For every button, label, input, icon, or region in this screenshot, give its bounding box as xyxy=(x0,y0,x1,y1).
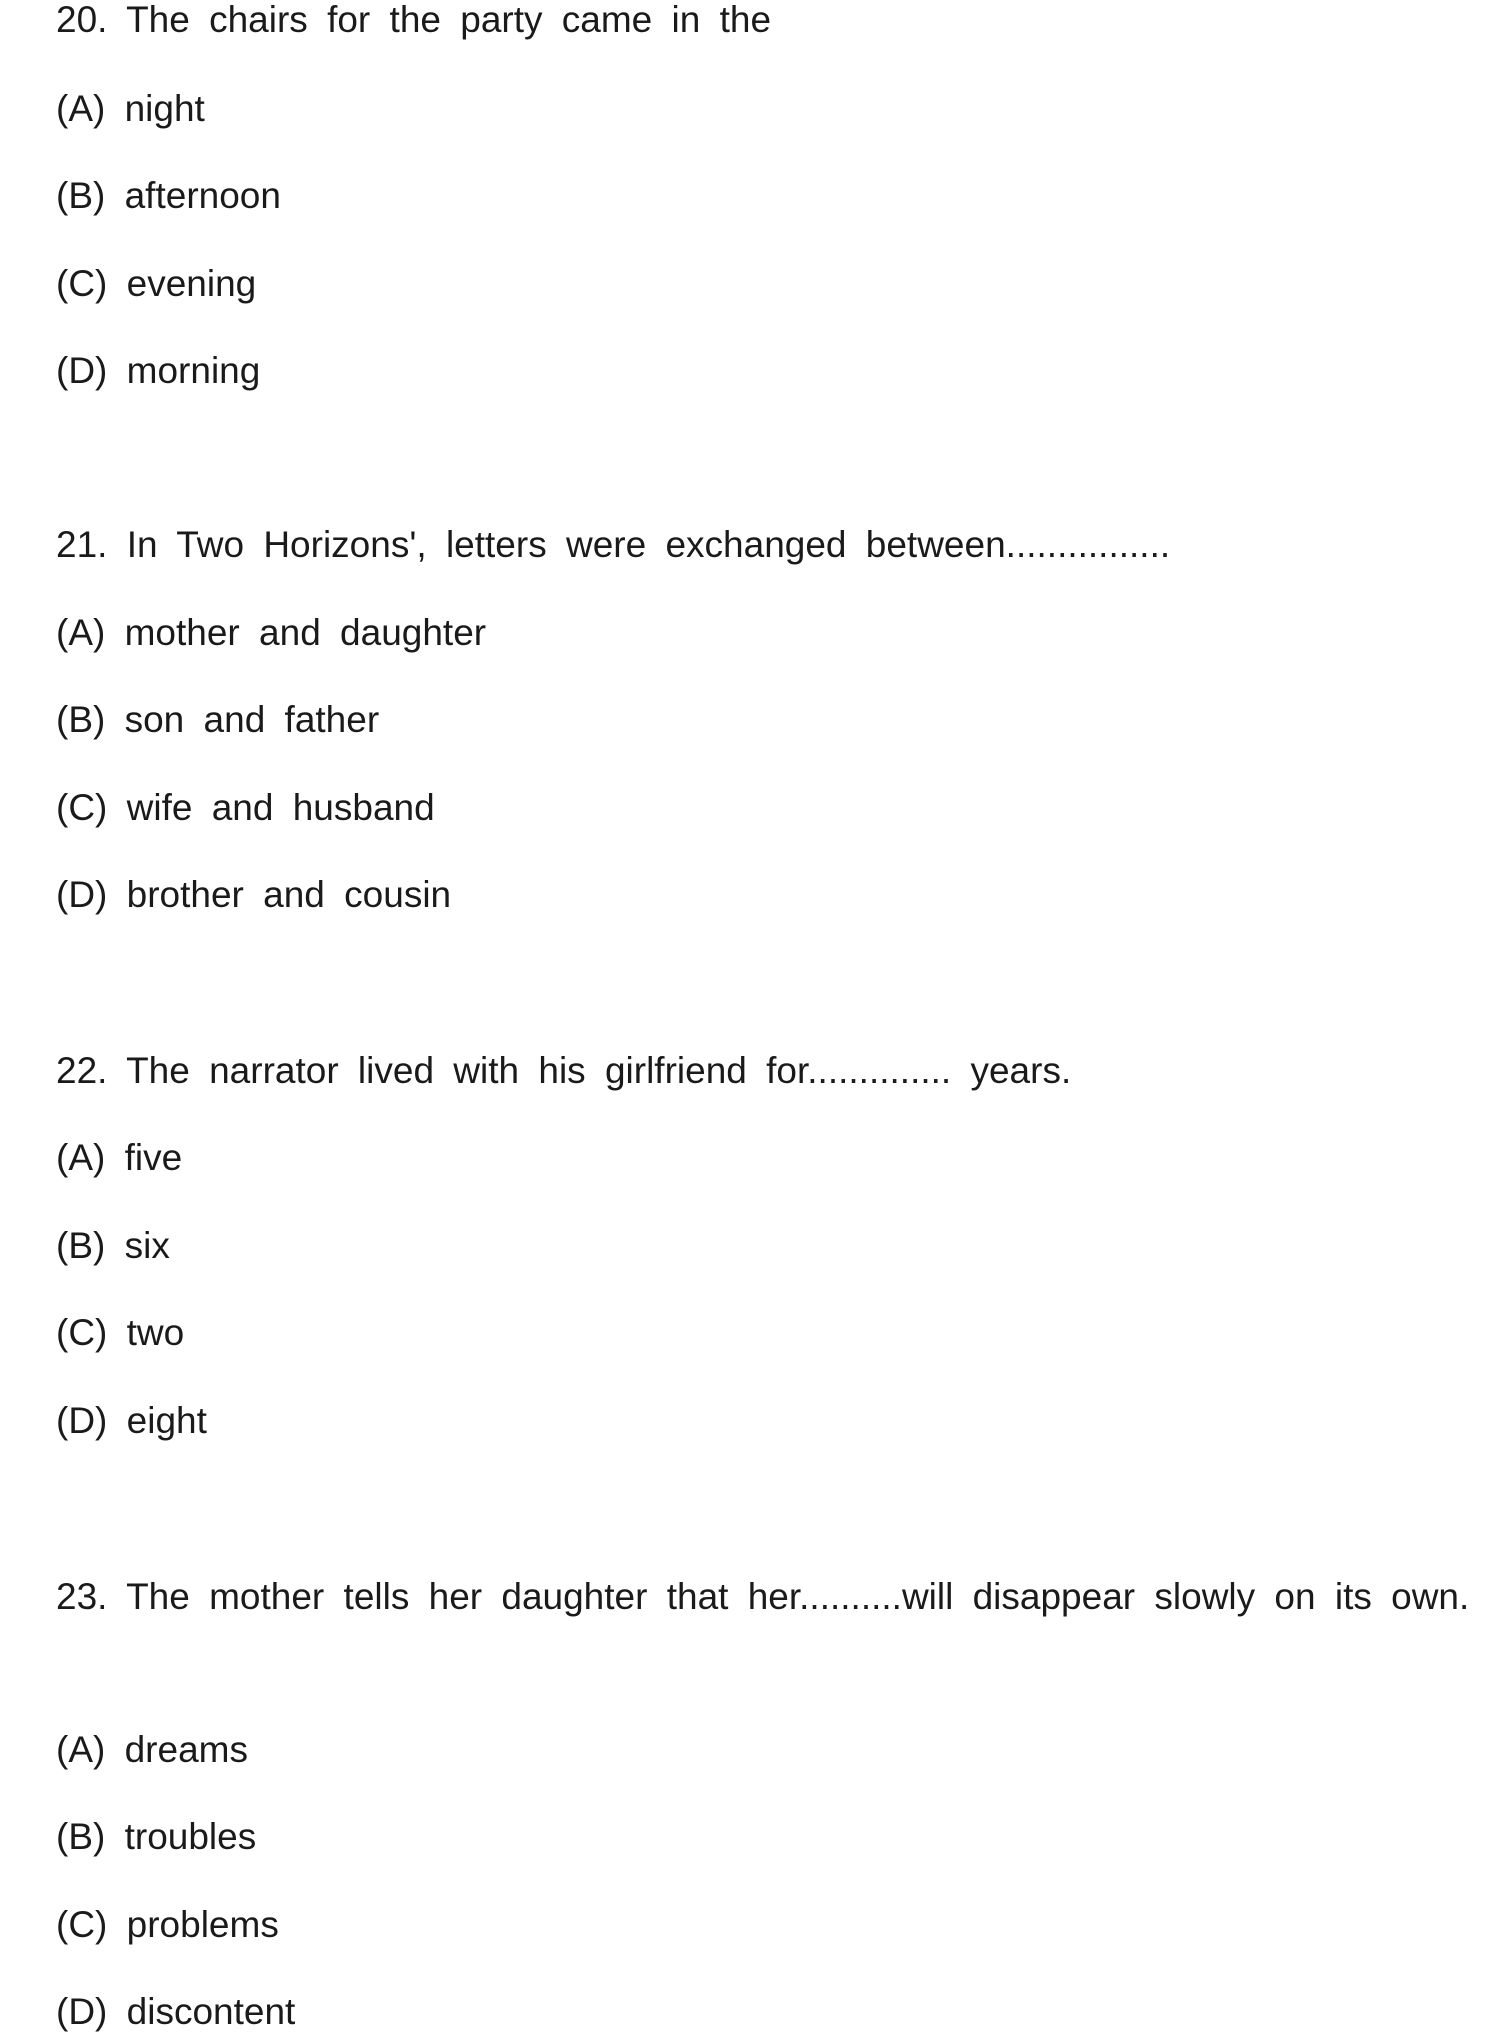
option-d: (D) brother and cousin xyxy=(56,874,452,915)
option-b: (B) son and father xyxy=(56,699,380,740)
option-d: (D) discontent xyxy=(56,1991,296,2032)
question-number: 21. xyxy=(56,524,108,565)
option-a: (A) mother and daughter xyxy=(56,612,487,653)
option-c: (C) two xyxy=(56,1312,185,1353)
option-a: (A) night xyxy=(56,88,205,129)
question-number: 23. xyxy=(56,1576,108,1617)
option-b: (B) troubles xyxy=(56,1816,257,1857)
option-c: (C) wife and husband xyxy=(56,787,435,828)
option-a: (A) five xyxy=(56,1137,183,1178)
question-stem xyxy=(56,523,1170,567)
question-number: 20. xyxy=(56,0,108,40)
question-text: The narrator lived with his girlfriend for.............. years. xyxy=(126,1050,1072,1091)
question-number: 22. xyxy=(56,1050,108,1091)
question-stem xyxy=(56,1049,1071,1093)
question-text: The mother tells her daughter that her..........will disappear slowly on its own. xyxy=(126,1576,1470,1617)
option-a: (A) dreams xyxy=(56,1729,248,1770)
option-d: (D) morning xyxy=(56,350,261,391)
question-stem xyxy=(56,1565,1476,1629)
option-b: (B) six xyxy=(56,1225,170,1266)
question-text: The chairs for the party came in the xyxy=(126,0,772,40)
option-b: (B) afternoon xyxy=(56,175,281,216)
question-text: In Two Horizons', letters were exchanged between................ xyxy=(126,524,1171,565)
option-c: (C) evening xyxy=(56,263,257,304)
option-c: (C) problems xyxy=(56,1904,279,1945)
question-stem xyxy=(56,0,771,42)
option-d: (D) eight xyxy=(56,1400,207,1441)
